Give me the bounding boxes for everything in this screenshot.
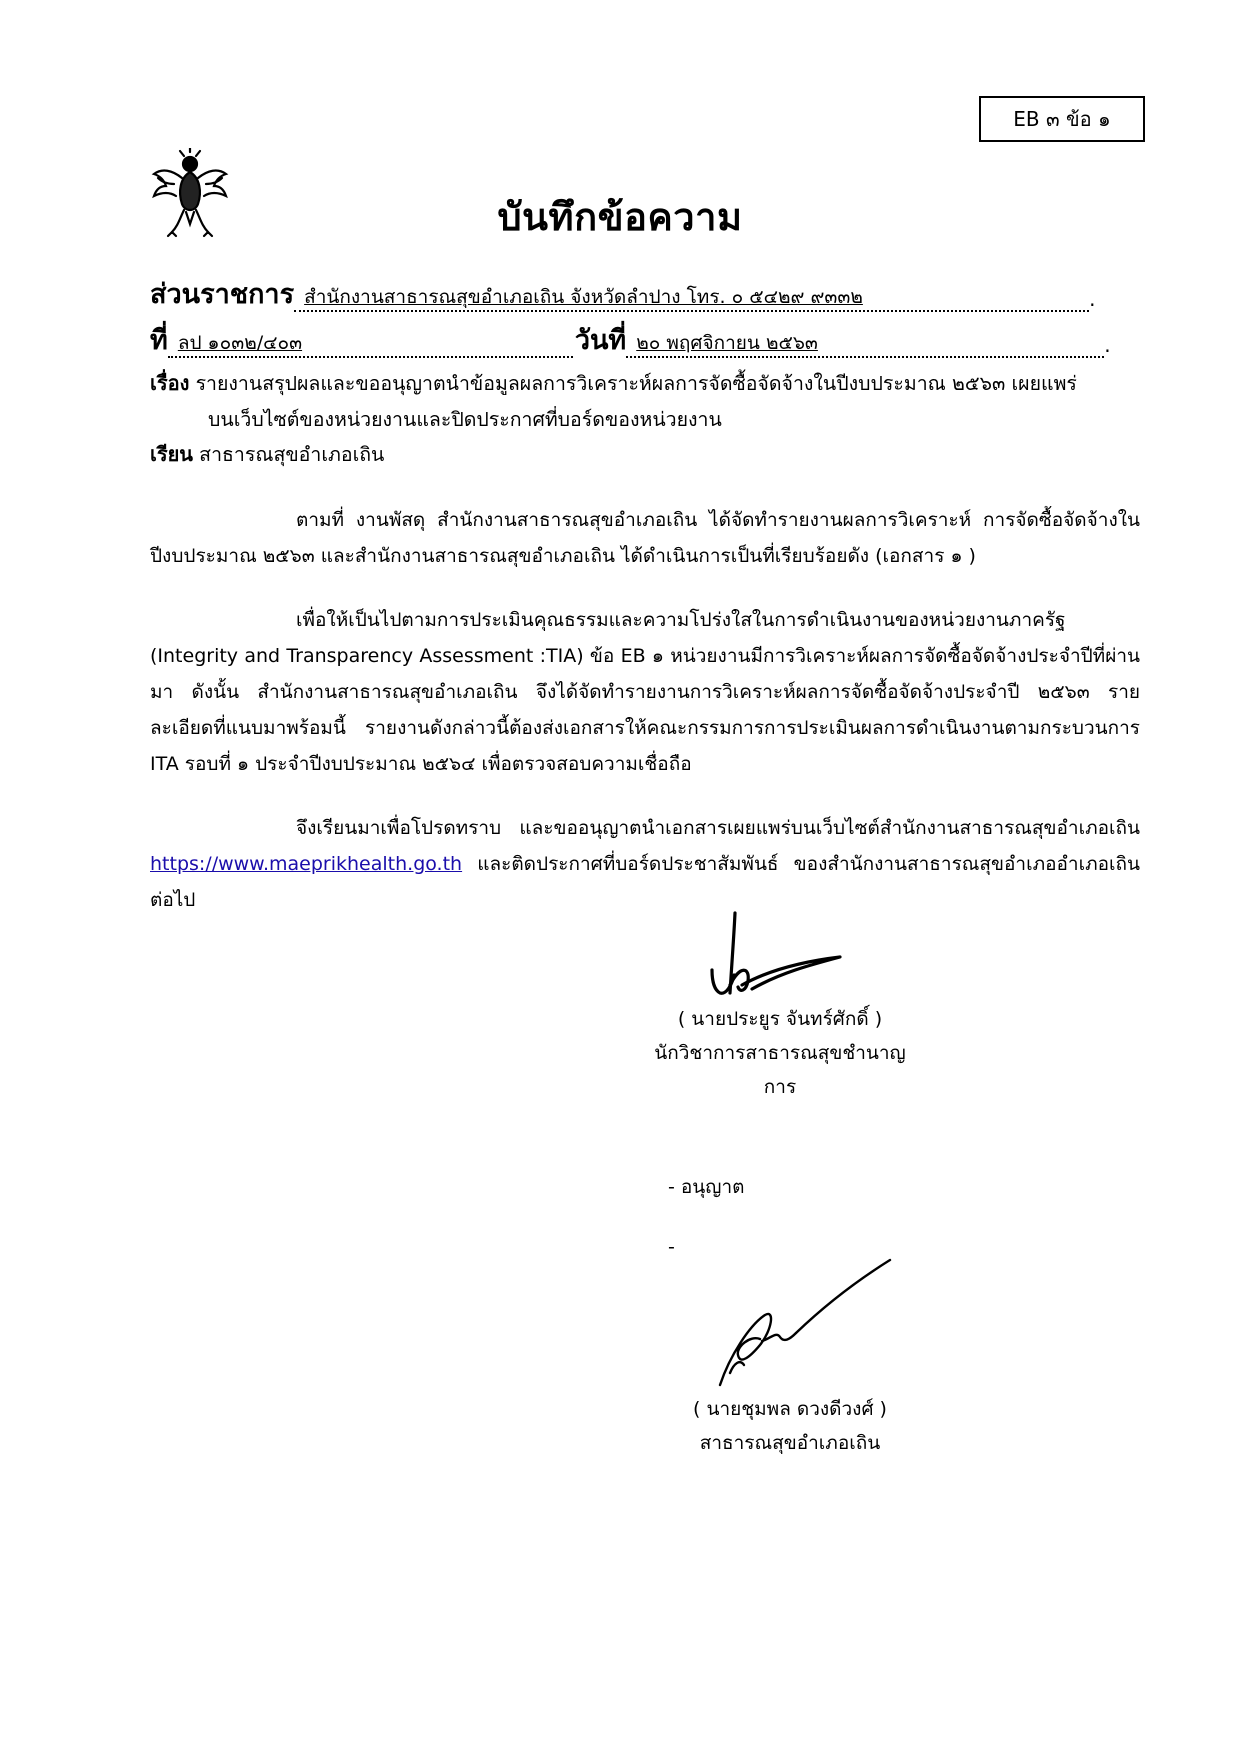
salutation-label: เรียน: [150, 442, 193, 466]
agency-value: สำนักงานสาธารณสุขอำเภอเถิน จังหวัดลำปาง โทร. ๐ ๕๔๒๙ ๙๓๓๒: [304, 286, 863, 308]
agency-label: ส่วนราชการ: [150, 279, 295, 310]
paragraph-3-text-end: และติดประกาศที่บอร์ดประชาสัมพันธ์ ของสำนักงานสาธารณสุขอำเภออำเภอเถิน ต่อไป: [150, 853, 1140, 911]
salutation: [150, 438, 384, 470]
number-date-row: ที่ ลป ๑๐๓๒/๔๐๓ วันที่ ๒๐ พฤศจิกายน ๒๕๖๓ .: [150, 325, 1111, 357]
paragraph-2: เพื่อให้เป็นไปตามการประเมินคุณธรรมและความโปร่งใสในการดำเนินงานของหน่วยงานภาครัฐ (Integrity and Transparency Assessment :TIA) ข้อ EB ๑ หน่วยงานมีการวิเคราะห์ผลการจัดซื้อจัดจ้างประจำปีที่ผ่านมา ดังนั้น สำนักงานสาธารณสุขอำเภอเถิน จึงได้จัดทำรายงานการวิเคราะห์ผลการจัดซื้อจัดจ้างประจำปี ๒๕๖๓ รายละเอียดที่แนบมาพร้อมนี้ รายงานดังกล่าวนี้ต้องส่งเอกสารให้คณะกรรมการการประเมินผลการดำเนินงานตามกระบวนการ ITA รอบที่ ๑ ประจำปีงบประมาณ ๒๕๖๔ เพื่อตรวจสอบความเชื่อถือ: [150, 609, 1140, 775]
subject-block: [150, 365, 1140, 438]
number-field: [168, 330, 573, 358]
signature-1-image: [690, 905, 860, 1005]
paragraph-1: ตามที่ งานพัสดุ สำนักงานสาธารณสุขอำเภอเถิน ได้จัดทำรายงานผลการวิเคราะห์ การจัดซื้อจัดจ้างในปีงบประมาณ ๒๕๖๓ และสำนักงานสาธารณสุขอำเภอเถิน ได้ดำเนินการเป็นที่เรียบร้อยดัง (เอกสาร ๑ ): [150, 509, 1140, 567]
document-reference-box: [979, 96, 1145, 142]
document-title: บันทึกข้อความ: [497, 195, 743, 239]
approval-line-1: - อนุญาต: [668, 1176, 745, 1198]
document-reference: EB ๓ ข้อ ๑: [1013, 107, 1111, 131]
paragraph-3: [150, 810, 1140, 918]
signer-2-position: สาธารณสุขอำเภอเถิน: [699, 1432, 881, 1454]
subject-line-2: บนเว็บไซต์ของหน่วยงานและปิดประกาศที่บอร์ดของหน่วยงาน: [208, 408, 722, 431]
signer-1-name: ( นายประยูร จันทร์ศักดิ์ ): [677, 1008, 883, 1030]
date-field: [626, 330, 1104, 358]
agency-field: [294, 284, 1089, 312]
number-value: ลป ๑๐๓๒/๔๐๓: [177, 332, 303, 354]
subject-label: เรื่อง: [150, 371, 190, 395]
approval-line-2: -: [668, 1236, 675, 1258]
subject-line-1: รายงานสรุปผลและขออนุญาตนำข้อมูลผลการวิเคราะห์ผลการจัดซื้อจัดจ้างในปีงบประมาณ ๒๕๖๓ เผยแพร่: [195, 372, 1077, 395]
website-link[interactable]: https://www.maeprikhealth.go.th: [150, 853, 463, 875]
signer-1-position: นักวิชาการสาธารณสุขชำนาญการ: [654, 1042, 906, 1098]
date-label: วันที่: [574, 325, 627, 356]
signer-2: [650, 1392, 930, 1460]
agency-row: ส่วนราชการ สำนักงานสาธารณสุขอำเภอเถิน จังหวัดลำปาง โทร. ๐ ๕๔๒๙ ๙๓๓๒ .: [150, 279, 1096, 311]
date-value: ๒๐ พฤศจิกายน ๒๕๖๓: [636, 332, 818, 354]
signer-1: [640, 1002, 920, 1104]
number-label: ที่: [150, 325, 168, 356]
salutation-value: สาธารณสุขอำเภอเถิน: [199, 443, 385, 466]
signature-2-image: [710, 1255, 900, 1395]
signer-2-name: ( นายชุมพล ดวงดีวงศ์ ): [693, 1398, 887, 1420]
paragraph-3-text: จึงเรียนมาเพื่อโปรดทราบ และขออนุญาตนำเอกสารเผยแพร่บนเว็บไซต์สำนักงานสาธารณสุขอำเภอเถิน: [296, 817, 1140, 839]
